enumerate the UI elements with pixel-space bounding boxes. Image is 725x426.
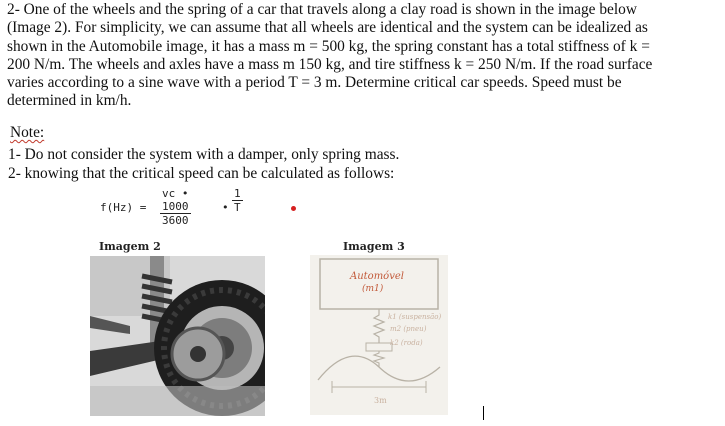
wheel-suspension-illustration <box>90 256 265 416</box>
note-item-1: 1- Do not consider the system with a damper, only spring mass. <box>8 146 400 163</box>
image-3-caption: Imagem 3 <box>343 240 405 253</box>
problem-line-3: shown in the Automobile image, it has a mass m = 500 kg, the spring constant has a total stiffness of k = <box>7 37 650 55</box>
formula-numerator-2: 1 <box>234 187 241 200</box>
formula-denominator-1: 3600 <box>162 214 189 227</box>
image-2-caption: Imagem 2 <box>99 240 161 253</box>
formula-numerator-1: vc • 1000 <box>162 187 189 213</box>
red-dot-marker <box>291 206 296 211</box>
note-heading: Note: <box>10 124 45 141</box>
problem-line-4: 200 N/m. The wheels and axles have a mass m 150 kg, and tire stiffness k = 250 N/m. If the road surface <box>7 55 653 73</box>
sketch-top-sub: (m1) <box>362 284 384 294</box>
formula-fraction-2 <box>232 187 243 214</box>
problem-statement <box>7 1 719 111</box>
sketch-top-label: Automóvel <box>350 271 404 282</box>
formula-lhs: f(Hz) = <box>100 201 147 214</box>
formula-denominator-2: T <box>234 201 241 214</box>
problem-line-2: (Image 2). For simplicity, we can assume that all wheels are identical and the system can be idealized as <box>7 19 648 37</box>
formula-multiply-dot: • <box>222 201 229 214</box>
sketch-k2-label: k2 (roda) <box>390 339 423 347</box>
formula-fraction-1 <box>160 187 191 227</box>
sketch-k1-label: k1 (suspensão) <box>388 313 442 321</box>
text-cursor <box>483 406 484 420</box>
problem-line-1: 2- One of the wheels and the spring of a car that travels along a clay road is shown in the image below <box>7 1 637 18</box>
sketch-period-label: 3m <box>374 396 387 405</box>
problem-line-5: varies according to a sine wave with a period T = 3 m. Determine critical car speeds. Speed must be <box>7 74 622 92</box>
note-item-2: 2- knowing that the critical speed can be calculated as follows: <box>8 165 395 182</box>
wheel-suspension-photo <box>90 256 265 416</box>
problem-line-6: determined in km/h. <box>7 92 132 110</box>
sketch-m2-label: m2 (pneu) <box>390 325 427 333</box>
two-mass-sketch <box>310 255 448 415</box>
quarter-car-model-drawing <box>310 255 448 415</box>
